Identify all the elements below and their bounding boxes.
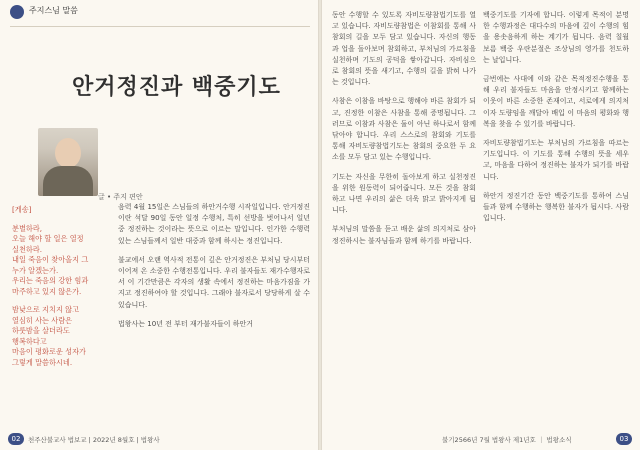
body-paragraph: 음력 4월 15일은 스님들의 하안거수행 시작일입니다. 안거정진이란 석달 90일 동안 일정 수행처, 특히 선방을 벗어나서 일년 중 정진하는 것이라는 뜻으로 이르는 말입니다. 인가한 수행력 있는 스님들께서 일반 대중과 함께 하시는 정진입니다.	[118, 203, 310, 245]
page-header	[0, 0, 318, 34]
right-footer	[322, 428, 640, 450]
verse-line: 우리는 죽음의 강한 힘과	[12, 276, 89, 285]
left-body-column	[118, 202, 310, 338]
body-paragraph: 법왕사는 10년 전 부터 재가불자들이 하안거	[118, 319, 253, 328]
verse-line: 내일 죽음이 찾아올지 그	[12, 255, 89, 264]
right-body-column-1	[332, 10, 476, 255]
verse-line: 분별하라,	[12, 223, 43, 233]
left-page	[0, 0, 318, 450]
author-photo	[38, 128, 98, 196]
verse-line: 오늘 해야 할 일은 열정	[12, 234, 84, 243]
photo-head	[55, 138, 81, 168]
verse-stanza-1	[12, 224, 112, 298]
verse-line: 하룻밤을 살더라도	[12, 326, 70, 335]
verse-line: 마음이 평화로운 성자가	[12, 347, 87, 356]
section-label: 주지스님 말씀	[29, 6, 78, 15]
left-footer	[0, 428, 318, 450]
author-credit: 글 • 주지 편안	[98, 193, 143, 201]
footer-text: 불기2566년 7월 법왕사 제1년호 ｜ 법왕소식	[442, 436, 572, 444]
body-paragraph: 부처님의 말씀을 듣고 배운 삶의 의지처로 삼아 정진하시는 불자님들과 함께 하기를 바랍니다.	[332, 225, 476, 245]
verse-line: 누가 알겠는가.	[12, 265, 59, 275]
body-paragraph: 기도는 자신을 무한히 돌아보게 하고 실천정진을 위한 원동력이 되어줍니다. 모든 것을 참회하고 나면 우리의 삶은 더욱 맑고 밝아지게 됩니다.	[332, 172, 476, 215]
photo-robe	[43, 166, 93, 196]
article-title: 안거정진과 백중기도	[72, 74, 281, 100]
verse-line: 실천하라.	[12, 244, 43, 254]
right-body-column-2	[483, 10, 629, 232]
verse-line: 열심히 사는 사람은	[12, 315, 73, 325]
verse-line: 마주하고 있지 않은가.	[12, 286, 82, 296]
body-paragraph: 자비도량참법기도는 부처님의 가르침을 따르는 기도입니다. 이 기도를 통해 수행의 뜻을 세우고, 마음을 다하여 정진하는 불자가 되기를 바랍니다.	[483, 139, 629, 181]
footer-text: 천주산불교사 법보교 | 2022년 8월호 | 법왕사	[28, 436, 160, 444]
verse-tag: [게송]	[12, 205, 32, 214]
right-page	[322, 0, 640, 450]
body-paragraph: 동안 수행할 수 있도록 자비도량참법기도를 열고 있습니다. 자비도량참법은 이참회를 통해 사참회의 길을 모두 담고 있습니다. 자신의 행동과 업을 돌아보며 참회하고, 부처님의 가르침을 실천하며 기도의 공덕을 쌓아갑니다. 자비심으로 참회의 뜻을 새기고, 수행의 길을 밝혀 나가는 것입니다.	[332, 11, 476, 87]
section-badge-icon	[10, 5, 24, 19]
verse-stanza-2	[12, 305, 112, 368]
body-paragraph: 불교에서 오랜 역사적 전통이 깊은 안거정진은 부처님 당시부터 이어져 온 소중한 수행전통입니다. 우리 불자들도 재가수행자로서 이 기간만큼은 각자의 생활 속에서 정진하는 마음가짐을 가지고 정진하여야 할 것입니다. 그래야 불자로서 당당하게 살 수 있습니다.	[118, 255, 310, 309]
verse-line: 밤낮으로 지치지 않고	[12, 305, 80, 314]
body-paragraph: 하안거 정진기간 동안 백중기도를 통하여 스님들과 함께 수행하는 행복한 불자가 됩시다. 사람입니다.	[483, 191, 629, 223]
page-number: 03	[616, 433, 632, 445]
body-paragraph: 금번에는 사대에 이와 같은 목적정진수행을 통해 우리 불자들도 마음을 안정시키고 함께하는 이웃이 바른 소중한 존재이고, 서로에게 의지처이자 도량임을 깨달아 배입 이 마음의 평화와 행복을 찾을 수 있기를 바랍니다.	[483, 75, 629, 128]
verse-line: 행복하다고	[12, 336, 47, 346]
header-divider	[10, 26, 310, 27]
page-number: 02	[8, 433, 24, 445]
body-paragraph: 사참은 이참을 바탕으로 행해야 바른 참회가 되고, 진정한 이참은 사참을 통해 증명됩니다. 그러므로 이참과 사참은 둘이 아닌 하나로서 함께 닦아야 합니다. 우리 스스로의 참회와 기도를 통해 자비도량참법기도는 참회의 중요한 두 요소를 모두 담고 있는 수행입니다.	[332, 97, 476, 162]
verse-line: 그렇게 말씀하시네.	[12, 357, 73, 367]
verse-block	[12, 205, 112, 376]
body-paragraph: 백중기도를 기자에 합니다. 이렇게 목적이 분명한 수행과정은 대다수의 마음에 깊이 수행의 힘을 용솟음하게 하는 계기가 됩니다. 음력 칠월 보름 백중 우란분절은 조상님의 영가를 천도하는 날입니다.	[483, 11, 629, 64]
